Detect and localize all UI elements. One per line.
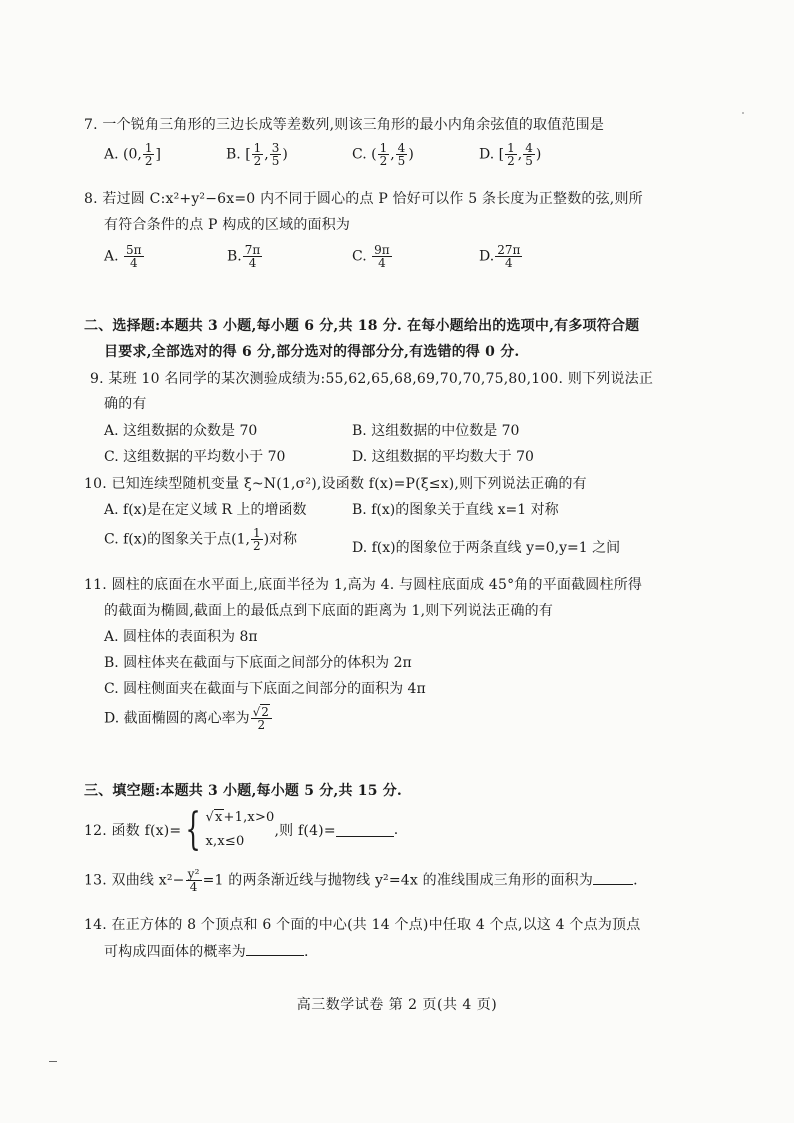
piecewise-case-1: √x+1,x>0	[205, 810, 275, 825]
question-11-option-c: C. 圆柱侧面夹在截面与下底面之间部分的面积为 4π	[104, 681, 426, 697]
question-8-option-c: C. $\frac{9\pi}{4}$	[352, 243, 390, 270]
sqrt-symbol: √	[252, 705, 261, 719]
scan-mark	[49, 1061, 57, 1062]
piecewise-case-2: x,x≤0	[205, 834, 245, 849]
question-11-option-b: B. 圆柱体夹在截面与下底面之间部分的体积为 2π	[104, 655, 412, 671]
answer-blank-12[interactable]	[336, 824, 394, 837]
answer-blank-14[interactable]	[246, 943, 304, 956]
question-12: 12. 函数 f(x)= { √x+1,x>0 x,x≤0 ,则 f(4)= .	[84, 804, 399, 855]
question-9-option-d: D. 这组数据的平均数大于 70	[352, 449, 534, 465]
question-8-line-1: 8. 若过圆 C:x²+y²−6x=0 内不同于圆心的点 P 恰好可以作 5 条长度为正整数的弦,则所	[84, 191, 643, 207]
question-13: 13. 双曲线 x²− $\frac{\text{y²}}{4}$ =1 的两条渐近线与抛物线 y²=4x 的准线围成三角形的面积为 .	[84, 867, 638, 894]
question-11-option-d: D. 截面椭圆的离心率为 $\frac{√2}{2}$	[104, 706, 273, 731]
question-11-line-2: 的截面为椭圆,截面上的最低点到下底面的距离为 1,则下列说法正确的有	[104, 603, 554, 619]
question-8-line-2: 有符合条件的点 P 构成的区域的面积为	[104, 217, 351, 233]
question-7-option-d: D. [ $\frac{1}{2}$ , $\frac{4}{5}$ )	[479, 141, 542, 168]
question-9-option-c: C. 这组数据的平均数小于 70	[104, 449, 286, 465]
question-10-option-d: D. f(x)的图象位于两条直线 y=0,y=1 之间	[352, 540, 621, 556]
question-7-option-c: C. ( $\frac{1}{2}$ , $\frac{4}{5}$ )	[352, 141, 414, 168]
question-8-option-b: B. $\frac{7\pi}{4}$	[227, 243, 261, 270]
question-14-line-2: 可构成四面体的概率为 .	[104, 944, 309, 960]
question-14-line-1: 14. 在正方体的 8 个顶点和 6 个面的中心(共 14 个点)中任取 4 个点,以这 4 个点为顶点	[84, 917, 641, 933]
section-3-heading: 三、填空题:本题共 3 小题,每小题 5 分,共 15 分.	[84, 783, 402, 799]
question-7-option-a: A. (0, $\frac{1}{2}$ ]	[104, 141, 161, 168]
question-9-option-b: B. 这组数据的中位数是 70	[352, 423, 520, 439]
question-10-option-c: C. f(x)的图象关于点(1, $\frac{1}{2}$ )对称	[104, 526, 298, 553]
question-10-option-b: B. f(x)的图象关于直线 x=1 对称	[352, 502, 559, 518]
question-8-option-a: A. $\frac{5\pi}{4}$	[104, 243, 142, 270]
scan-mark	[742, 112, 744, 114]
section-2-heading-line-2: 目要求,全部选对的得 6 分,部分选对的得部分分,有选错的得 0 分.	[104, 344, 520, 360]
question-11-line-1: 11. 圆柱的底面在水平面上,底面半径为 1,高为 4. 与圆柱底面成 45°角的平面截圆柱所得	[84, 577, 643, 593]
piecewise-brace: {	[185, 804, 202, 855]
section-2-heading: 二、选择题:本题共 3 小题,每小题 6 分,共 18 分. 在每小题给出的选项中,有多项符合题	[84, 318, 640, 334]
answer-blank-13[interactable]	[593, 872, 633, 885]
page-footer: 高三数学试卷 第 2 页(共 4 页)	[296, 997, 498, 1013]
question-7-option-b: B. [ $\frac{1}{2}$ , $\frac{3}{5}$ )	[226, 141, 288, 168]
question-11-option-a: A. 圆柱体的表面积为 8π	[104, 629, 258, 645]
question-9-line-1: 9. 某班 10 名同学的某次测验成绩为:55,62,65,68,69,70,70,75,80,100. 则下列说法正	[90, 371, 654, 387]
question-9-line-2: 确的有	[104, 396, 147, 412]
question-7-stem: 7. 一个锐角三角形的三边长成等差数列,则该三角形的最小内角余弦值的取值范围是	[84, 117, 605, 133]
question-8-option-d: D. $\frac{27\pi}{4}$	[479, 243, 521, 270]
question-9-option-a: A. 这组数据的众数是 70	[104, 423, 258, 439]
question-10-option-a: A. f(x)是在定义域 R 上的增函数	[104, 502, 307, 518]
question-10-stem: 10. 已知连续型随机变量 ξ~N(1,σ²),设函数 f(x)=P(ξ≤x),则下列说法正确的有	[84, 476, 587, 492]
